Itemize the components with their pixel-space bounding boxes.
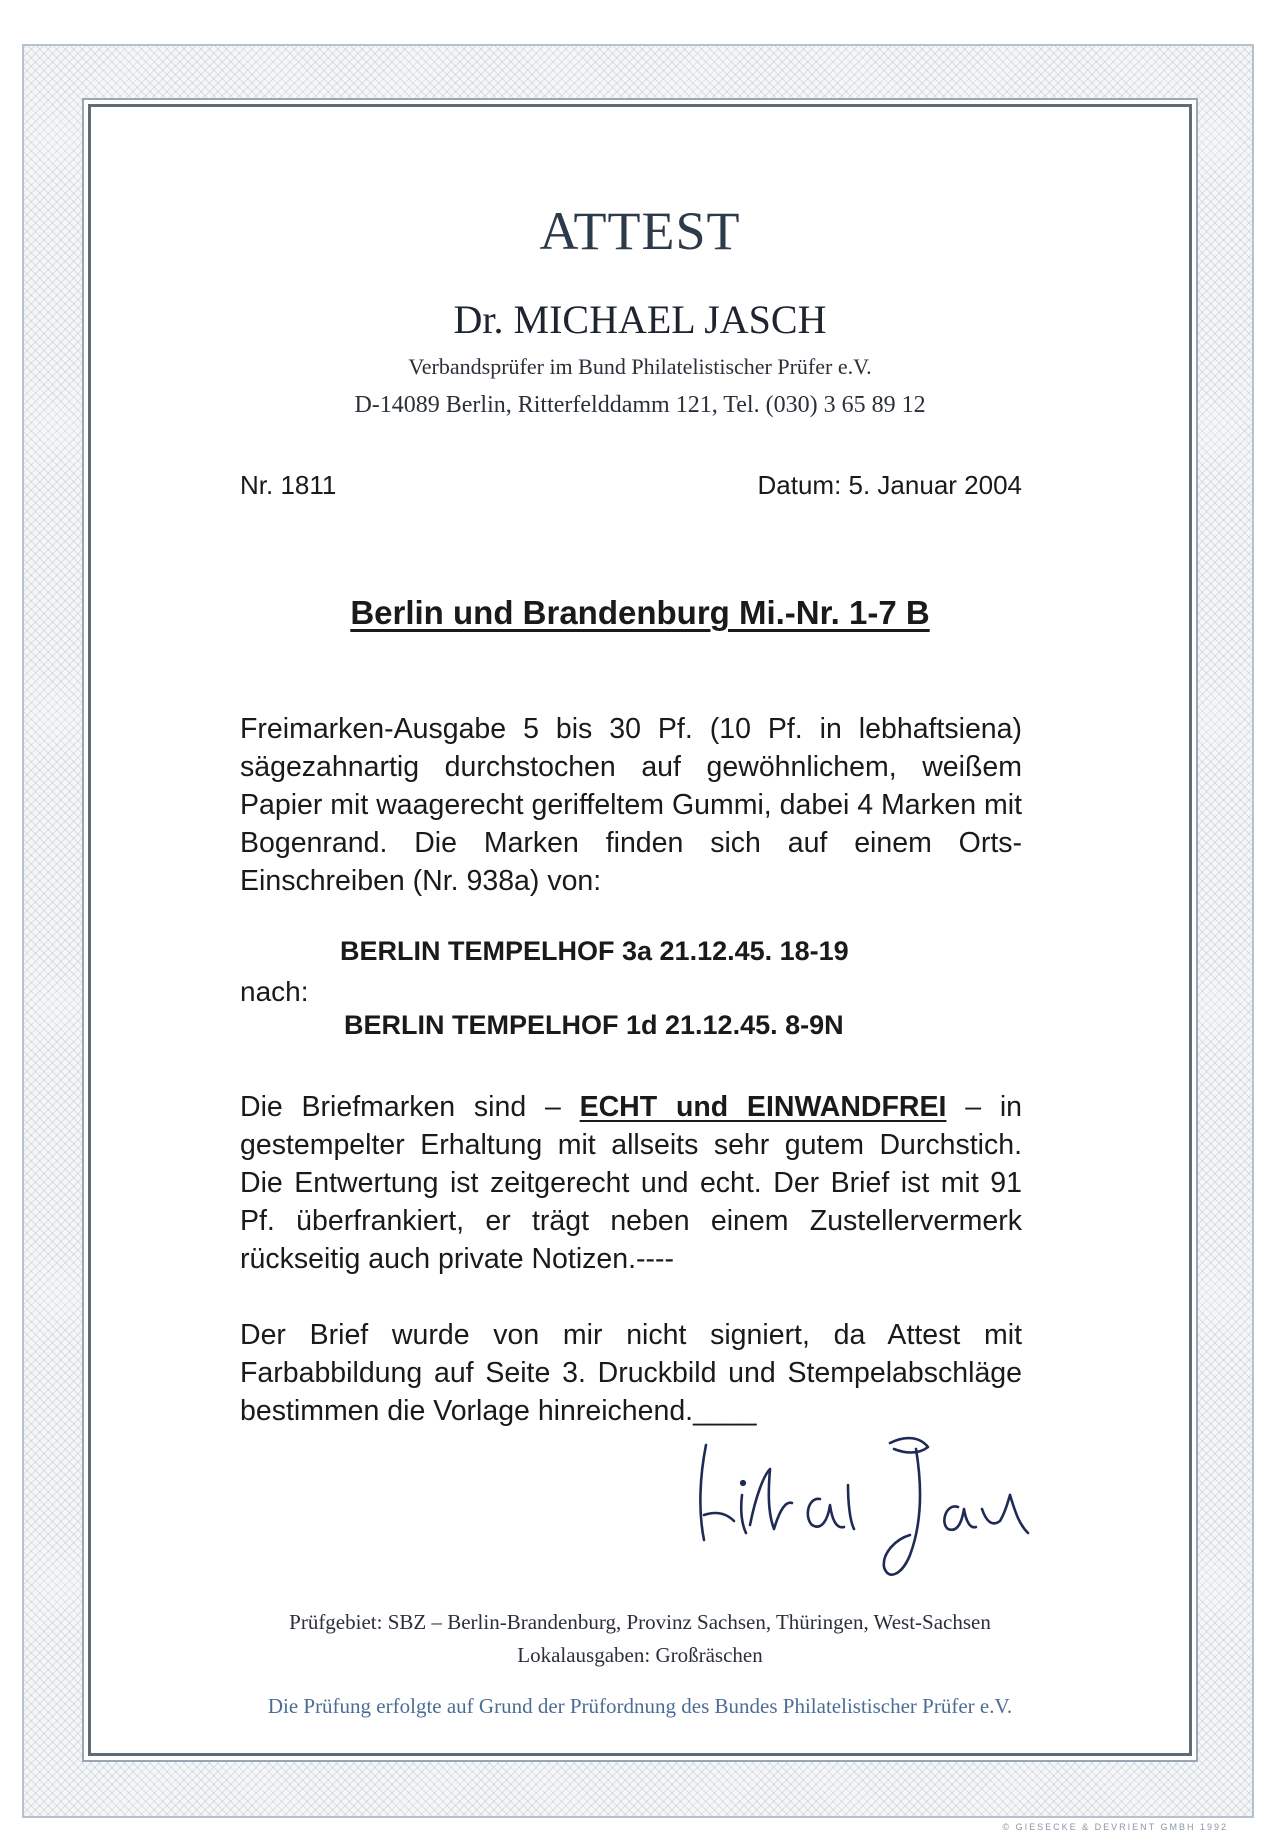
route-from-cancel: BERLIN TEMPELHOF 3a 21.12.45. 18-19 bbox=[340, 936, 849, 966]
route-to-cancel: BERLIN TEMPELHOF 1d 21.12.45. 8-9N bbox=[344, 1010, 844, 1040]
verdict-echt: ECHT und EINWANDFREI bbox=[579, 1091, 947, 1123]
examiner-association: Verbandsprüfer im Bund Philatelistischer Prüfer e.V. bbox=[408, 354, 872, 379]
pruefordnung-note: Die Prüfung erfolgte auf Grund der Prüfordnung des Bundes Philatelistischer Prüfer e.V. bbox=[267, 1694, 1013, 1718]
examiner-address: D-14089 Berlin, Ritterfelddamm 121, Tel. (030) 3 65 89 12 bbox=[354, 392, 926, 418]
certificate-title: ATTEST bbox=[539, 201, 741, 261]
description-paragraph: Freimarken-Ausgabe 5 bis 30 Pf. (10 Pf. in lebhaftsiena) sägezahnartig durchstochen auf gewöhnlichem, weißem Papier mit waagerecht geriffeltem Gummi, dabei 4 Marken mit Bogenrand. Die Marken finden sich auf einem Orts-Einschreiben (Nr. 938a) von: bbox=[240, 713, 1022, 897]
lokalausgaben-line: Lokalausgaben: Großräschen bbox=[517, 1643, 763, 1667]
examiner-name: Dr. MICHAEL JASCH bbox=[453, 297, 827, 342]
signature-note-paragraph: Der Brief wurde von mir nicht signiert, da Attest mit Farbabbildung auf Seite 3. Druckbild und Stempelabschläge bestimmen die Vorlage hinreichend.____ bbox=[240, 1319, 1022, 1427]
certificate-date: Datum: 5. Januar 2004 bbox=[757, 470, 1022, 500]
pruefgebiet-line: Prüfgebiet: SBZ – Berlin-Brandenburg, Provinz Sachsen, Thüringen, West-Sachsen bbox=[289, 1610, 991, 1634]
verdict-suffix: – in gestempelter Erhaltung mit allseits sehr gutem Durchstich. Die Entwertung ist zeitgerecht und echt. Der Brief ist mit 91 Pf. überfrankiert, er trägt neben einem Zustellervermerk rückseitig auch private Notizen.---- bbox=[240, 1091, 1022, 1275]
route-nach-label: nach: bbox=[240, 976, 309, 1007]
printer-imprint: © GIESECKE & DEVRIENT GMBH 1992 bbox=[1002, 1822, 1228, 1832]
handwritten-signature bbox=[690, 1425, 1090, 1605]
verdict-prefix: Die Briefmarken sind – bbox=[240, 1091, 580, 1123]
stamp-issue-heading: Berlin und Brandenburg Mi.-Nr. 1-7 B bbox=[350, 594, 930, 631]
verdict-paragraph bbox=[240, 1088, 1022, 1278]
heading-container bbox=[0, 594, 1280, 632]
certificate-number: Nr. 1811 bbox=[240, 470, 337, 500]
